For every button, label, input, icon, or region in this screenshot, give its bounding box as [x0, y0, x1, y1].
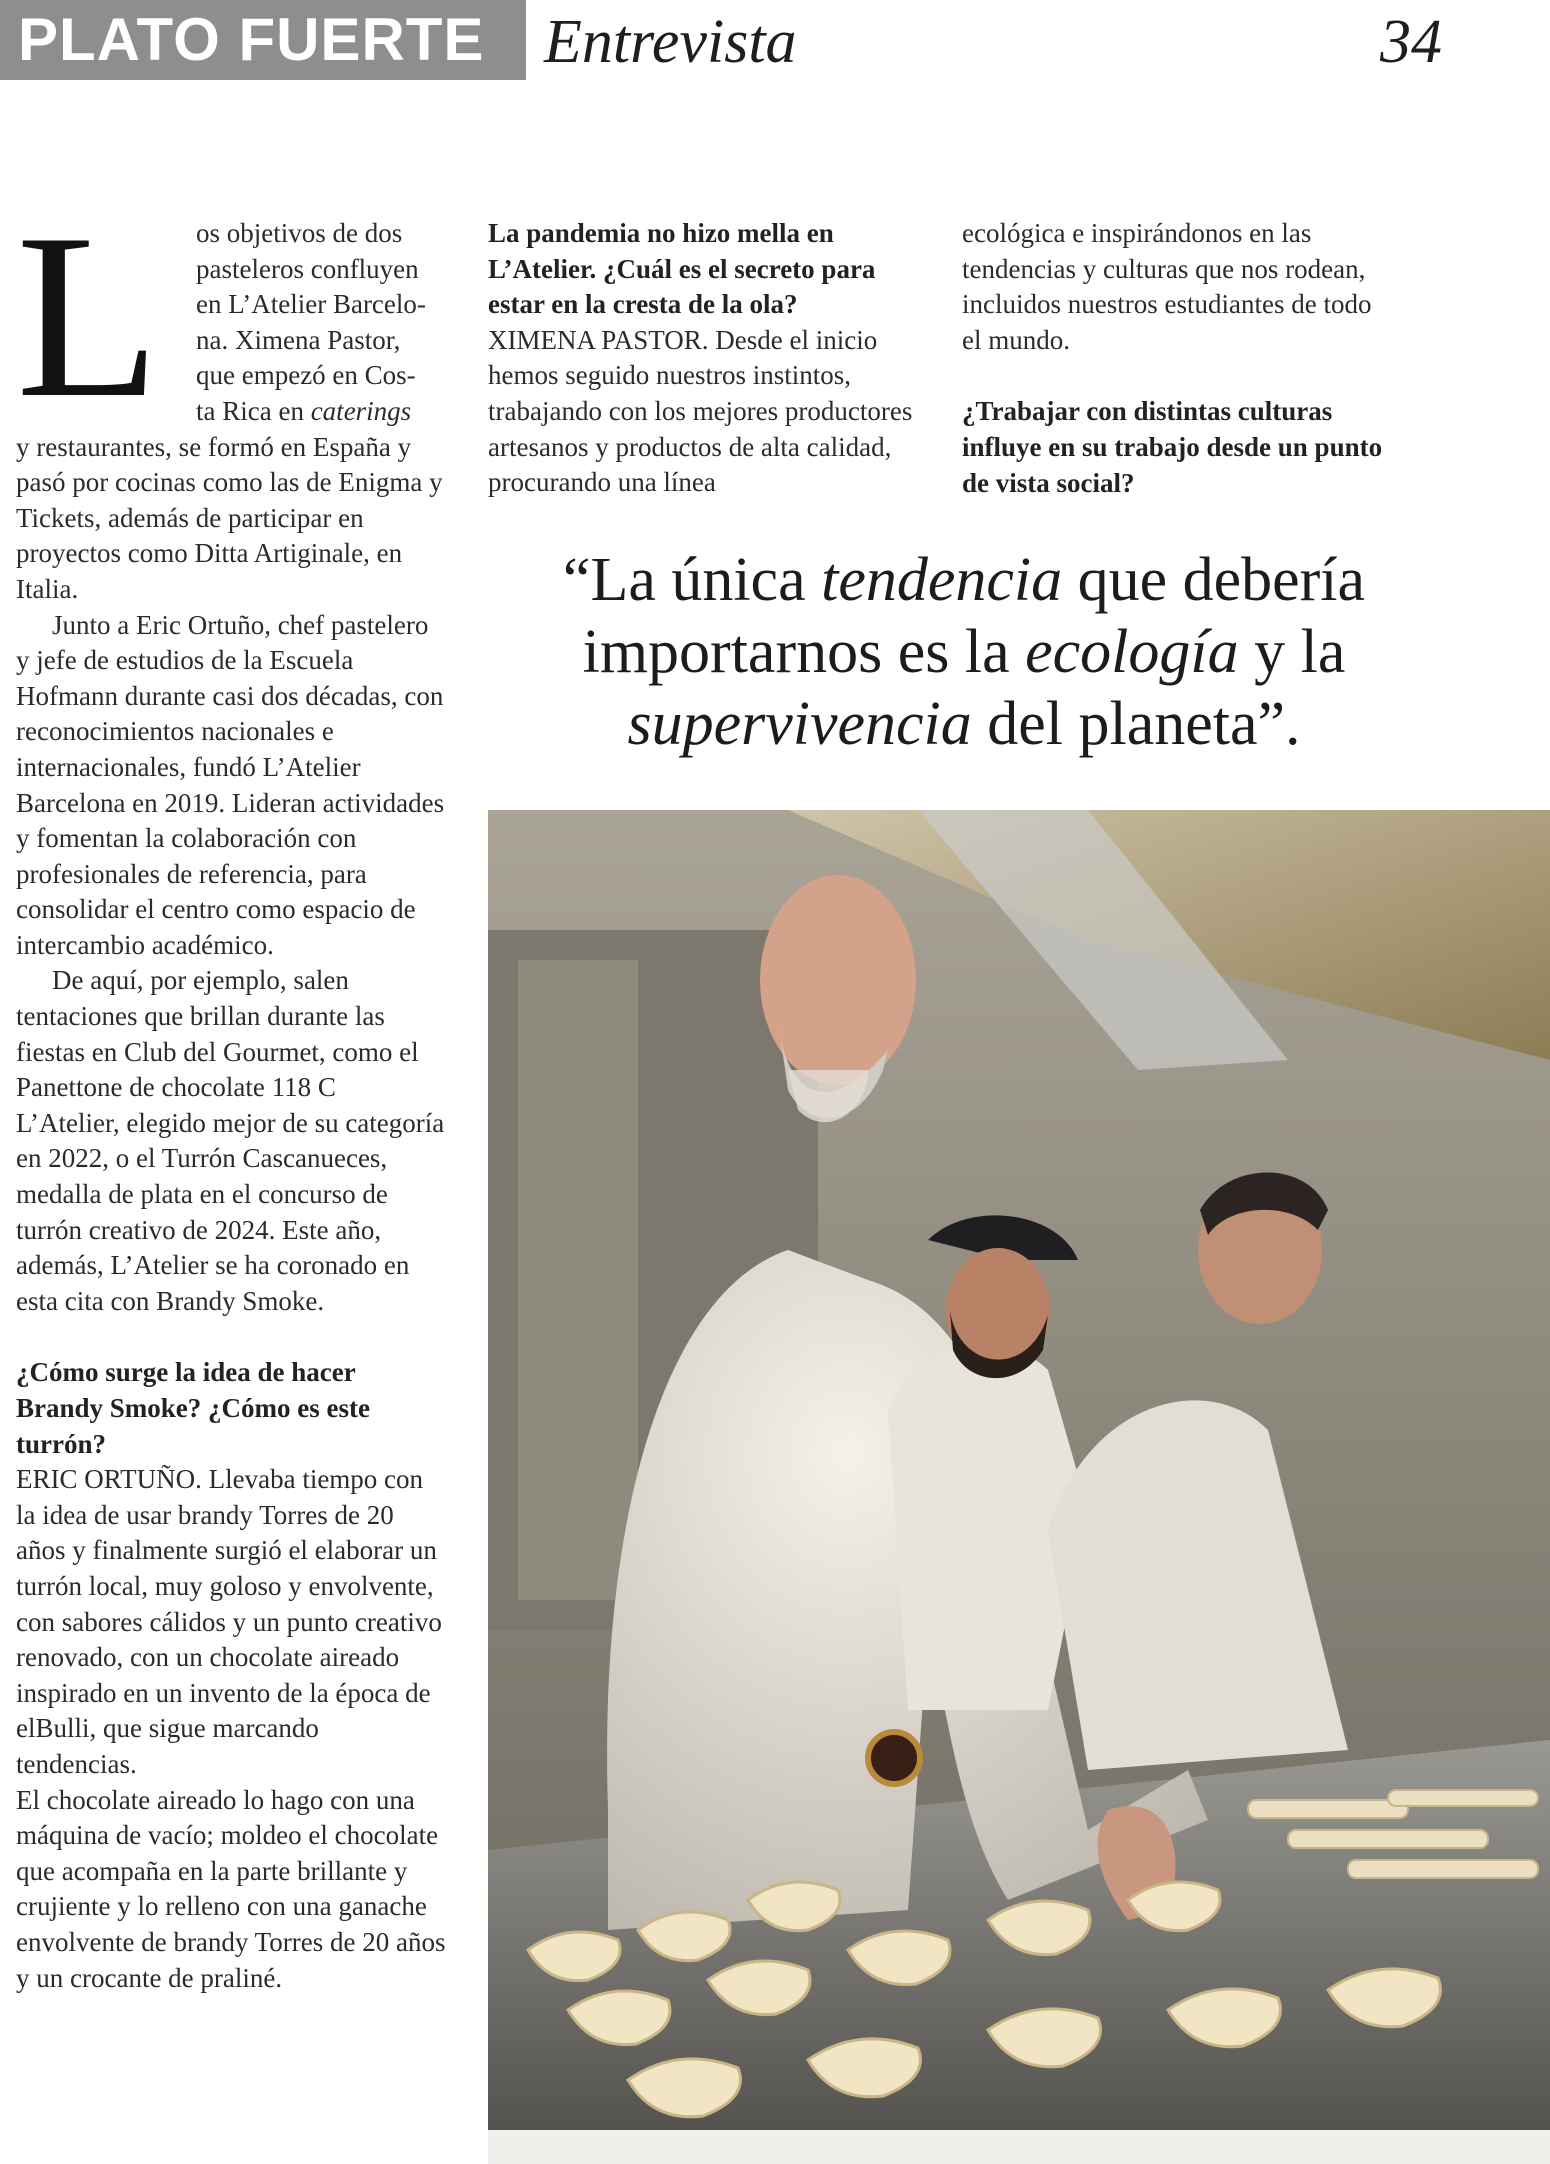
quote-text: que debería importarnos es la — [582, 546, 1366, 686]
quote-emphasis: supervivencia — [627, 690, 972, 758]
drop-cap: L — [16, 186, 161, 447]
question-3: ¿Trabajar con distintas culturas influye en su trabajo desde un punto de vista social? — [962, 396, 1383, 498]
intro-line: pasteleros confluyen — [196, 253, 419, 284]
pull-quote — [488, 544, 1550, 760]
paragraph-2: Junto a Eric Ortuño, chef pastelero y jefe de estudios de la Escuela Hofmann durante casi dos décadas, con reconocimientos nacionales e internacionales, fundó L’Atelier Barcelona en 2019. Lideran actividades y fomentan la colaboración con profesionales de referencia, para consolidar el centro como espacio de intercambio académico. — [16, 609, 445, 960]
intro-block — [16, 186, 446, 447]
chefs-kitchen-photo — [488, 810, 1550, 2130]
intro-text: ta Rica en — [196, 395, 311, 426]
article-column-1 — [16, 186, 446, 1996]
answer-2: XIMENA PASTOR. Desde el inicio hemos seguido nuestros instintos, trabajando con los mejores productores artesanos y productos de alta calidad, procurando una línea — [488, 324, 913, 498]
section-title: PLATO FUERTE — [0, 0, 526, 80]
quote-text: del planeta”. — [971, 690, 1301, 758]
quote-emphasis: ecología — [1025, 618, 1239, 686]
question-1: ¿Cómo surge la idea de hacer Brandy Smoke? ¿Cómo es este turrón? — [16, 1357, 370, 1459]
paragraph-3: De aquí, por ejemplo, salen tentaciones que brillan durante las fiestas en Club del Gourmet, como el Panettone de chocolate 118 C L’Atelier, elegido mejor de su categoría en 2022, o el Turrón Cascanueces, medalla de plata en el concurso de turrón creativo de 2024. Este año, además, L’Atelier se ha coronado en esta cita con Brandy Smoke. — [16, 965, 445, 1316]
quote-text: “La única — [562, 546, 822, 614]
answer-1: ERIC ORTUÑO. Llevaba tiempo con la idea de usar brandy Torres de 20 años y finalmente surgió el elaborar un turrón local, muy goloso y envolvente, con sabores cálidos y un punto creativo renovado, con un chocolate aireado inspirado en un invento de la época de elBulli, que sigue marcando tendencias. — [16, 1464, 442, 1779]
answer-2-continued: ecológica e inspirándonos en las tendencias y culturas que nos rodean, incluidos nuestros estudiantes de todo el mundo. — [962, 218, 1372, 355]
quote-emphasis: tendencia — [821, 546, 1063, 614]
intro-line: na. Ximena Pastor, — [196, 324, 401, 355]
section-subtitle: Entrevista — [544, 8, 797, 76]
photo-bottom-strip — [488, 2130, 1550, 2164]
page-number: 34 — [1380, 8, 1442, 76]
intro-line-last — [196, 394, 446, 430]
intro-line: os objetivos de dos — [196, 218, 403, 248]
intro-line: que empezó en Cos- — [196, 360, 416, 391]
intro-italic: caterings — [310, 395, 412, 426]
intro-line: en L’Atelier Barcelo- — [196, 289, 426, 320]
intro-lines — [196, 216, 446, 430]
paragraph-1-rest: y restaurantes, se formó en España y pasó por cocinas como las de Enigma y Tickets, además de participar en proyectos como Ditta Artiginale, en Italia. — [16, 431, 443, 604]
article-column-3 — [962, 216, 1392, 501]
photo-illustration — [488, 810, 1550, 2130]
quote-text: y la — [1238, 618, 1346, 686]
answer-1b: El chocolate aireado lo hago con una máquina de vacío; moldeo el chocolate que acompaña en la parte brillante y crujiente y lo relleno con una ganache envolvente de brandy Torres de 20 años y un crocante de praliné. — [16, 1784, 446, 1993]
question-2: La pandemia no hizo mella en L’Atelier. ¿Cuál es el secreto para estar en la cresta de la ola? — [488, 218, 876, 320]
article-column-2 — [488, 216, 918, 501]
